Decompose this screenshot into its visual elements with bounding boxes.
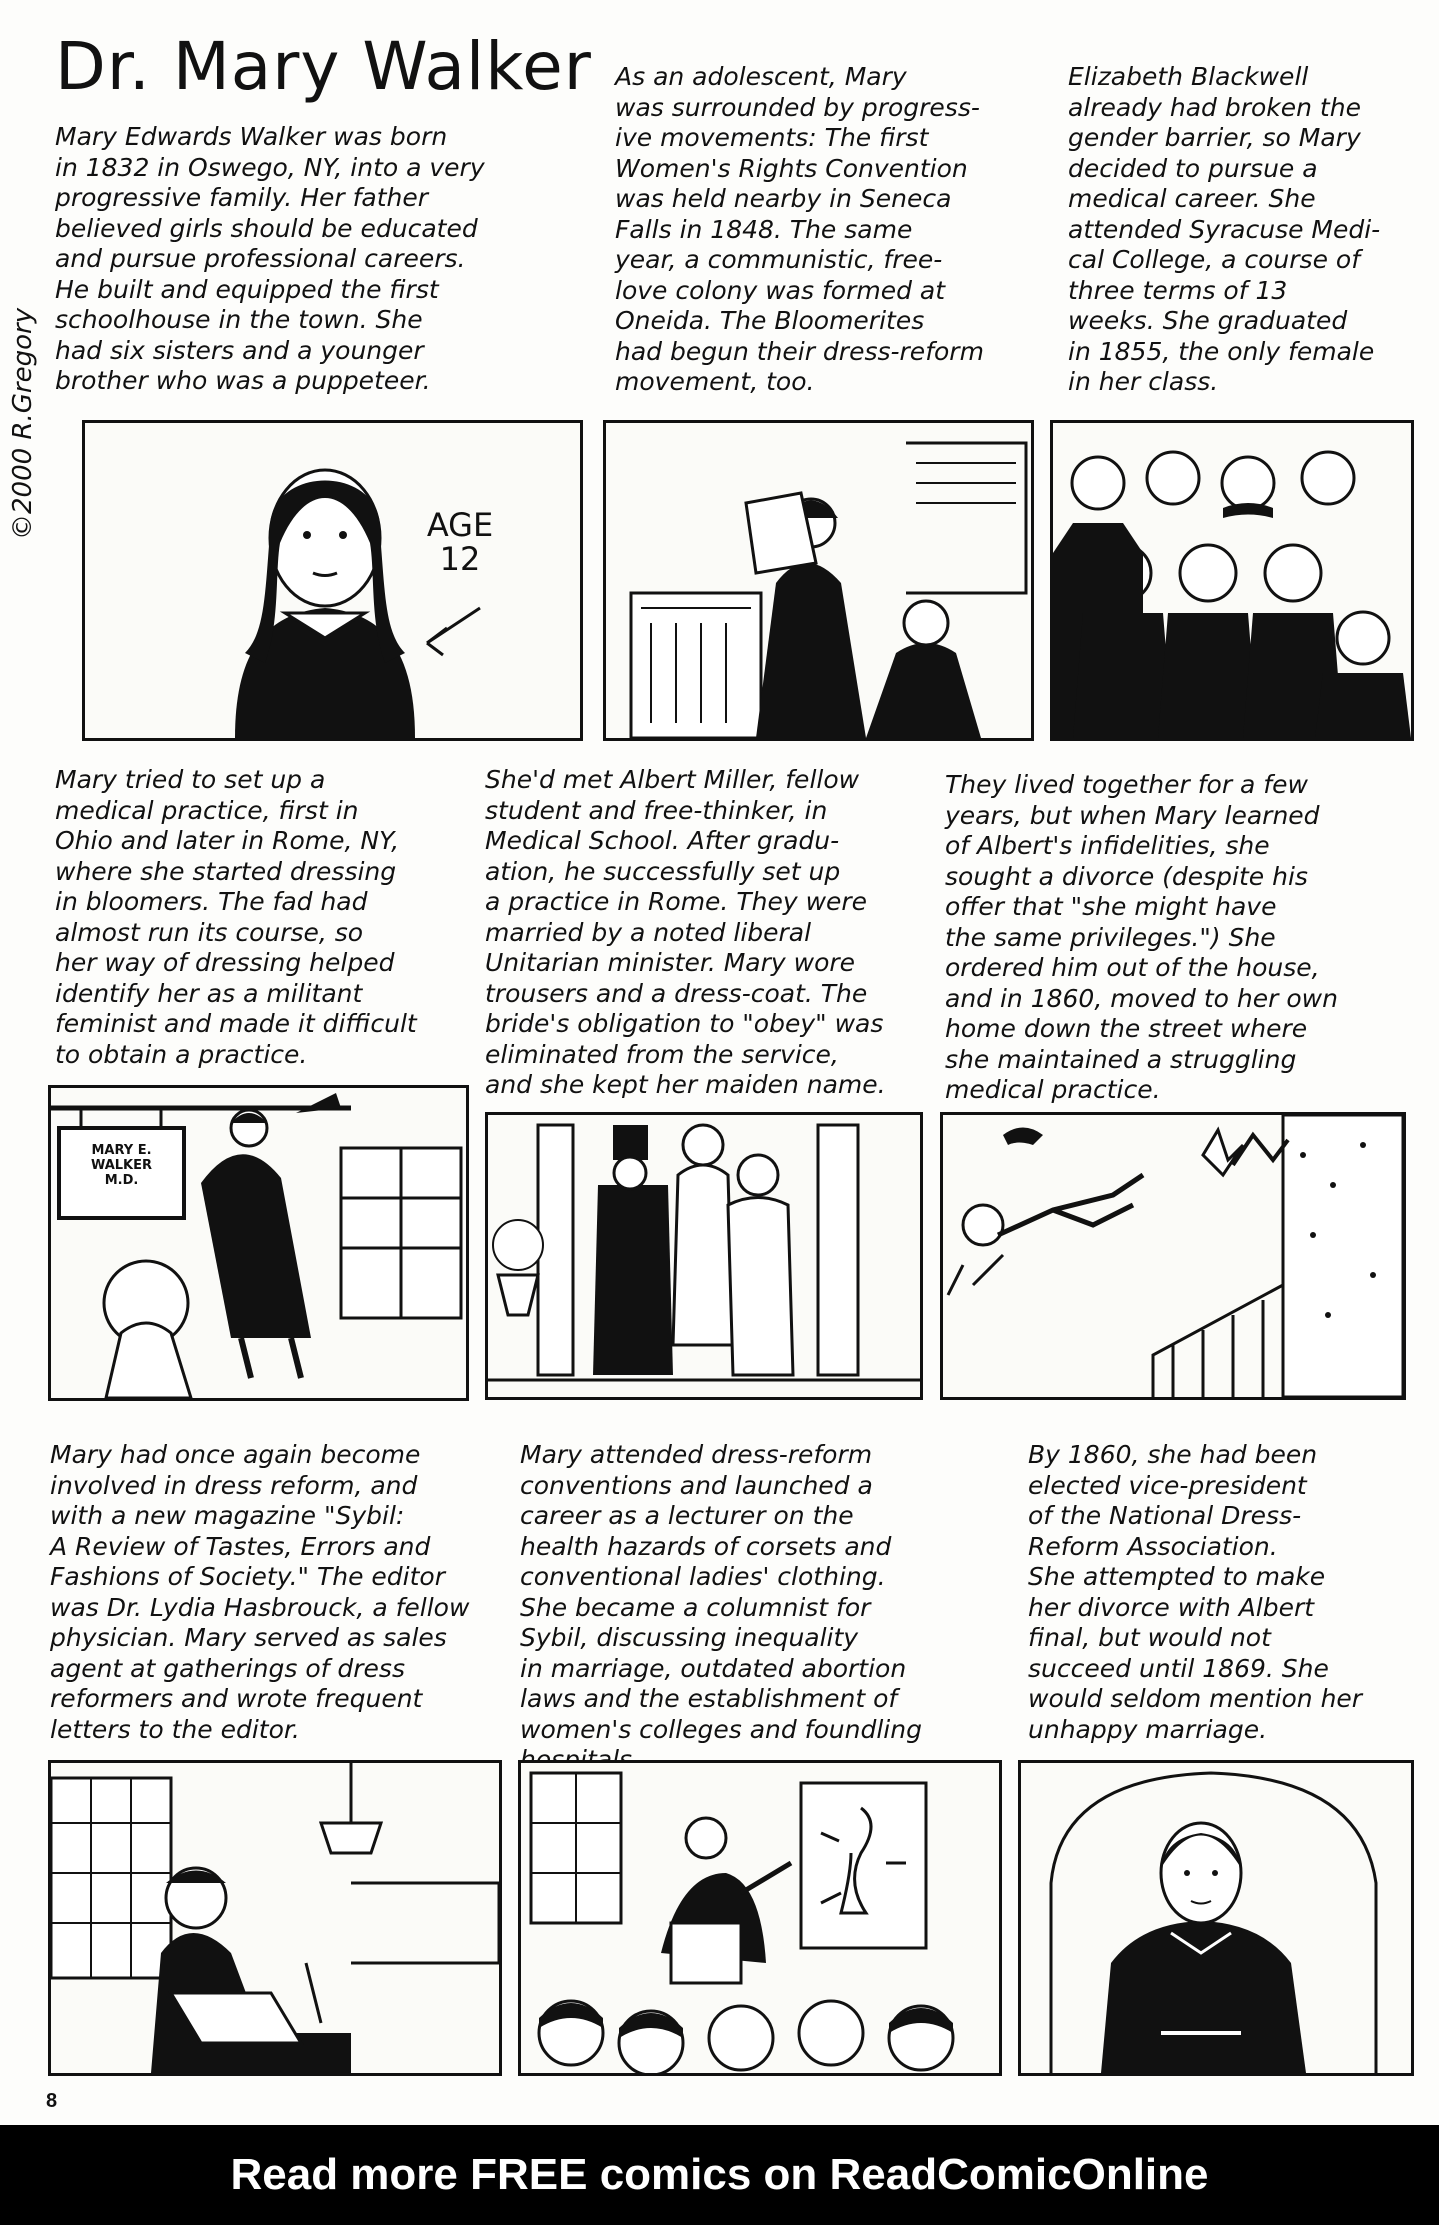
medical-class-drawing: [1053, 423, 1411, 738]
page-title: Dr. Mary Walker: [55, 28, 592, 105]
copyright-signature: ©2000 R.Gregory: [8, 307, 38, 540]
page-number: 8: [46, 2090, 58, 2112]
panel-mary-age-12: [82, 420, 583, 741]
kicked-out-drawing: [943, 1115, 1403, 1397]
caption-medical-career: Elizabeth Blackwell already had broken the gender barrier, so Mary decided to pursue a medical career. She attended Syracuse Medi- cal College, a course of three terms of 13 weeks. She graduated in 1855, the only female in her class.: [1068, 62, 1381, 396]
caption-practice: Mary tried to set up a medical practice, first in Ohio and later in Rome, NY, where she started dressing in bloomers. The fad had almost run its course, so her way of dressing helped identify her as a militant feminist and made it difficult to obtain a practice.: [55, 765, 417, 1069]
caption-lecturer: Mary attended dress-reform conventions and launched a career as a lecturer on the health hazards of corsets and conventional ladies' clothing. She became a columnist for Sybil, discussing inequality in marriage, outdated abortion laws and the establishment of women's colleges and foundling: [520, 1440, 922, 1744]
caption-divorce: They lived together for a few years, but when Mary learned of Albert's infidelities, she sought a divorce (despite his offer that "she might have the same privileges.") She ordered him out of the house, and in 1860, moved to her own home down the street where she maintained a struggling medical practice.: [945, 770, 1338, 1104]
caption-vice-president: By 1860, she had been elected vice-president of the National Dress- Reform Association. She attempted to make her divorce with Albert final, but would not succeed until 1869. She would seldom mention her unhappy marriage.: [1028, 1440, 1363, 1744]
caption-birth: Mary Edwards Walker was born in 1832 in Oswego, NY, into a very progressive family. Her father believed girls should be educated and pursue professional careers. He built and equipped the first schoolhouse in the town. She had six sisters and a younger brother who was a puppeteer.: [55, 122, 485, 395]
panel-medical-class: [1050, 420, 1414, 741]
panel-convention: [603, 420, 1034, 741]
promo-banner[interactable]: [0, 2125, 1439, 2225]
promo-banner-text[interactable]: Read more FREE comics on ReadComicOnline: [230, 2150, 1209, 2199]
writing-drawing: [51, 1763, 499, 2073]
caption-adolescence: As an adolescent, Mary was surrounded by progress- ive movements: The first Women's Rights Convention was held nearby in Seneca Falls in 1848. The same year, a communistic, free- love colony was formed at Oneida. The Bloomerites had begun their dress-reform movement, too.: [615, 62, 984, 396]
panel-writing-letters: [48, 1760, 502, 2076]
convention-speaker-drawing: [606, 423, 1031, 738]
wedding-drawing: [488, 1115, 920, 1397]
doctor-sign-text: MARY E. WALKER M.D.: [90, 1143, 153, 1188]
panel-hanging-sign: [48, 1085, 469, 1401]
panel-wedding: [485, 1112, 923, 1400]
panel-mary-portrait: [1018, 1760, 1414, 2076]
mary-child-drawing: [85, 423, 580, 738]
caption-sybil-magazine: Mary had once again become involved in dress reform, and with a new magazine "Sybil: A Review of Tastes, Errors and Fashions of Society." The editor was Dr. Lydia Hasbrouck, a fellow physician. Mary served as sales agent at gatherings of dress reformers and wrote frequent letters to the editor.: [50, 1440, 470, 1744]
mary-portrait-drawing: [1021, 1763, 1411, 2073]
age-label: AGE 12: [426, 506, 494, 578]
panel-albert-kicked-out: [940, 1112, 1406, 1400]
sign-hanging-drawing: [51, 1088, 466, 1398]
panel-lecture: [518, 1760, 1002, 2076]
caption-marriage: She'd met Albert Miller, fellow student and free-thinker, in Medical School. After gradu- ation, he successfully set up a practice in Rome. They were married by a noted liberal Unitarian minister. Mary wore trousers and a dress-coat. The bride's obligation to "obey" was eliminated from the service, and she kept her maiden name.: [485, 765, 886, 1099]
lecture-drawing: [521, 1763, 999, 2073]
